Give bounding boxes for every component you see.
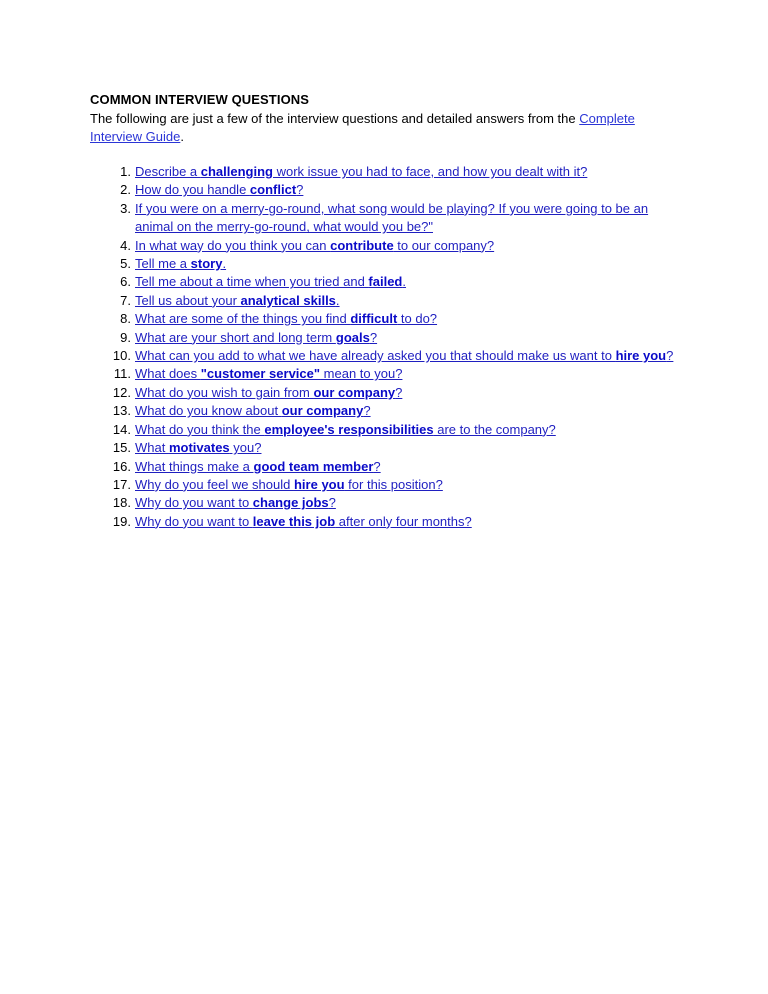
question-link[interactable]	[135, 459, 381, 474]
question-link[interactable]	[135, 403, 371, 418]
question-keyword: our company	[313, 384, 396, 400]
question-link[interactable]	[135, 311, 437, 326]
question-link[interactable]	[135, 366, 402, 381]
question-text: Why do you want to	[135, 495, 253, 511]
question-text: .	[222, 256, 227, 272]
question-item	[90, 476, 675, 494]
question-item	[90, 292, 675, 310]
question-item	[90, 458, 675, 476]
question-text: What do you think the	[135, 421, 265, 437]
question-keyword: conflict	[249, 182, 297, 198]
question-text: Tell me a	[135, 256, 191, 272]
question-text: ?	[363, 403, 371, 419]
question-keyword: contribute	[330, 237, 394, 253]
question-keyword: failed	[368, 274, 403, 290]
question-link[interactable]	[135, 164, 587, 179]
question-text: ?	[369, 329, 378, 345]
question-link[interactable]	[135, 330, 377, 345]
question-text: .	[402, 274, 407, 290]
question-text: What can you add to what we have already asked you that should make us want to	[135, 348, 616, 364]
question-text: In what way do you think you can	[135, 237, 331, 253]
question-keyword: story	[190, 256, 223, 272]
question-link[interactable]	[135, 238, 494, 253]
question-keyword: difficult	[350, 311, 398, 327]
question-text: What do you know about	[135, 403, 282, 419]
question-text: mean to you?	[320, 366, 403, 382]
question-text: How do you handle	[135, 182, 250, 198]
question-text: ?	[373, 458, 381, 474]
question-text: work issue you had to face, and how you dealt with it?	[272, 164, 588, 179]
question-text: ?	[296, 182, 304, 198]
question-item	[90, 365, 675, 383]
question-number: 6.	[120, 274, 131, 290]
question-text: Why do you feel we should	[135, 476, 294, 492]
question-text: What does	[135, 366, 201, 382]
question-text: ?	[666, 348, 674, 364]
question-link[interactable]	[135, 495, 336, 510]
question-text: .	[335, 292, 340, 308]
question-text: What are your short and long term	[135, 329, 336, 345]
question-number: 19.	[112, 513, 131, 529]
question-text: to do?	[397, 311, 438, 327]
question-number: 12.	[112, 384, 131, 400]
question-keyword: goals	[335, 329, 370, 345]
question-link[interactable]	[135, 477, 443, 492]
question-item	[90, 273, 675, 291]
question-number: 13.	[112, 403, 131, 419]
question-link[interactable]	[135, 182, 303, 197]
question-number: 9.	[120, 329, 131, 345]
question-item	[90, 494, 675, 512]
question-keyword: good team member	[253, 458, 374, 474]
question-item	[90, 255, 675, 273]
question-link[interactable]	[135, 274, 406, 289]
question-number: 3.	[120, 200, 131, 216]
question-item	[90, 163, 675, 181]
question-number: 14.	[112, 421, 131, 437]
question-item	[90, 513, 675, 531]
question-text: If you were on a merry-go-round, what song would be playing? If you were going to be an animal on the merry-go-round, what would you be?"	[135, 200, 649, 235]
question-item	[90, 384, 675, 402]
question-keyword: hire you	[293, 476, 345, 492]
question-keyword: "customer service"	[200, 366, 321, 382]
question-number: 18.	[112, 495, 131, 511]
question-text: Tell me about a time when you tried and	[135, 274, 369, 290]
question-text: ?	[395, 384, 403, 400]
question-text: What	[135, 440, 169, 456]
question-link[interactable]	[135, 422, 556, 437]
question-keyword: our company	[281, 403, 364, 419]
question-text: Describe a	[135, 164, 201, 179]
question-keyword: leave this job	[252, 513, 336, 529]
question-link[interactable]	[135, 256, 226, 271]
question-text: Tell us about your	[135, 292, 241, 308]
question-number: 5.	[120, 256, 131, 272]
question-text: you?	[229, 440, 262, 456]
question-number: 16.	[112, 458, 131, 474]
question-text: Why do you want to	[135, 513, 253, 529]
question-number: 2.	[120, 182, 131, 198]
question-keyword: hire you	[615, 348, 667, 364]
question-item	[90, 237, 675, 255]
question-link[interactable]	[135, 348, 673, 363]
question-keyword: analytical skills	[240, 292, 336, 308]
question-number: 10.	[112, 348, 131, 364]
question-keyword: change jobs	[252, 495, 329, 511]
question-text: after only four months?	[335, 513, 472, 529]
question-text: ?	[328, 495, 336, 511]
question-text: What things make a	[135, 458, 254, 474]
question-link[interactable]	[135, 201, 648, 234]
question-list	[90, 163, 708, 531]
question-item	[90, 200, 675, 237]
intro-end: .	[180, 129, 184, 144]
complete-interview-guide-link[interactable]: Complete Interview Guide	[90, 111, 635, 144]
question-number: 7.	[120, 292, 131, 308]
question-text: are to the company?	[433, 421, 556, 437]
question-number: 11.	[113, 366, 131, 382]
question-keyword: employee's responsibilities	[264, 421, 434, 437]
question-number: 4.	[120, 237, 131, 253]
question-item	[90, 439, 675, 457]
question-text: for this position?	[344, 476, 443, 492]
question-item	[90, 402, 675, 420]
question-keyword: motivates	[168, 440, 230, 456]
question-text: What are some of the things you find	[135, 311, 351, 327]
question-number: 17.	[112, 476, 131, 492]
question-item	[90, 421, 675, 439]
document-title: COMMON INTERVIEW QUESTIONS	[90, 92, 310, 107]
question-keyword: challenging	[200, 164, 273, 179]
question-link[interactable]	[135, 385, 402, 400]
question-number: 1.	[120, 164, 131, 179]
question-number: 8.	[120, 311, 131, 327]
question-link[interactable]	[135, 514, 472, 529]
question-text: What do you wish to gain from	[135, 384, 314, 400]
question-item	[90, 310, 675, 328]
intro-text: The following are just a few of the interview questions and detailed answers from the	[90, 111, 580, 126]
question-number: 15.	[112, 440, 131, 456]
question-item	[90, 347, 675, 365]
intro-paragraph	[90, 110, 690, 146]
question-text: to our company?	[393, 237, 495, 253]
question-item	[90, 181, 675, 199]
question-link[interactable]	[135, 440, 261, 455]
question-link[interactable]	[135, 293, 340, 308]
question-item	[90, 329, 675, 347]
